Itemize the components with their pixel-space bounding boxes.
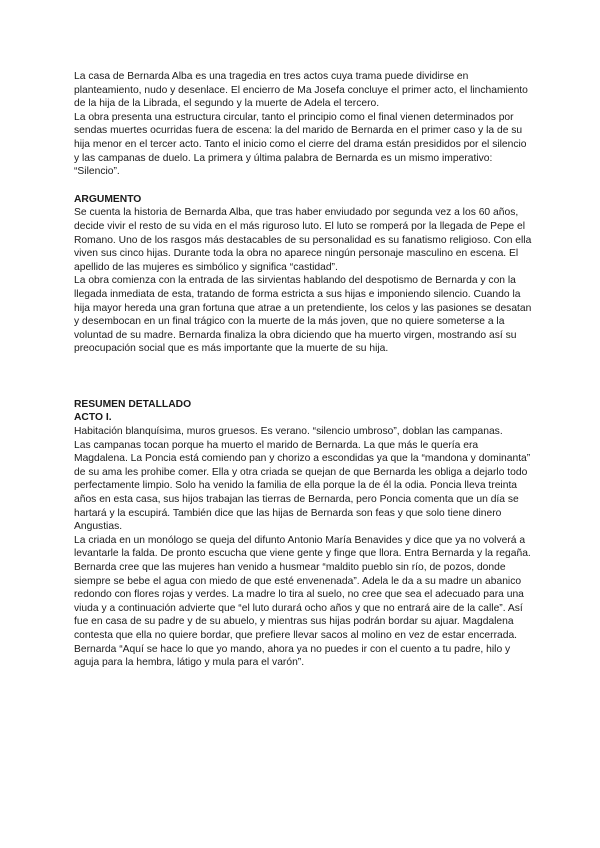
section-gap — [74, 179, 534, 193]
resumen-paragraph-3: La criada en un monólogo se queja del difunto Antonio María Benavides y dice que ya no volverá a levantarle la falda. De pronto escucha que viene gente y finge que llora. Entra Bernarda y la regaña. — [74, 534, 531, 560]
resumen-paragraph-2: Las campanas tocan porque ha muerto el marido de Bernarda. La que más le quería era Magdalena. La Poncia está comiendo pan y chorizo a escondidas ya que la “mandona y dominanta” de su ama les prohibe comer. Ella y otra criada se quejan de que Bernarda les obliga a dejarlo todo perfectamente limpio. Solo ha venido la familia de ella porque la de él la odia. Poncia lleva treinta años en esta casa, sus hijos trabajan las tierras de Bernarda, pero Poncia comenta que un día se hartará y la escupirá. También dice que las hijas de Bernarda son feas y que solo tiene dinero Angustias. — [74, 439, 531, 533]
intro-paragraph-2: La obra presenta una estructura circular, tanto el principio como el final vienen determinados por sendas muertes ocurridas fuera de escena: la del marido de Bernarda en el primer caso y la de su hija menor en el tercer acto. Tanto el inicio como el cierre del drama están presididos por el silencio y las campanas de duelo. La primera y última palabra de Bernarda es un mismo imperativo: “Silencio”. — [74, 111, 527, 178]
acto-heading: ACTO I. — [74, 412, 112, 424]
argumento-heading: ARGUMENTO — [74, 193, 142, 205]
resumen-paragraph-1: Habitación blanquísima, muros gruesos. Es verano. “silencio umbroso”, doblan las campanas. — [74, 426, 503, 438]
argumento-paragraph-2: La obra comienza con la entrada de las sirvientas hablando del despotismo de Bernarda y con la llegada inmediata de esta, tratando de forma estricta a sus hijas e imponiendo silencio. Cuando la hija mayor hereda una gran fortuna que atrae a un pretendiente, los celos y las pasiones se desatan y desembocan en un final trágico con la muerte de la más joven, que no quiere someterse a la voluntad de su madre. Bernarda finaliza la obra diciendo que ha muerto virgen, mostrando así su preocupación social que es más importante que la muerte de su hija. — [74, 275, 532, 355]
intro-paragraph-1: La casa de Bernarda Alba es una tragedia en tres actos cuya trama puede dividirse en planteamiento, nudo y desenlace. El encierro de Ma Josefa concluye el primer acto, el linchamiento de la hija de la Librada, el segundo y la muerte de Adela el tercero. — [74, 71, 528, 110]
argumento-paragraph-1: Se cuenta la historia de Bernarda Alba, que tras haber enviudado por segunda vez a los 60 años, decide vivir el resto de su vida en el más riguroso luto. El luto se romperá por la llegada de Pepe el Romano. Uno de los rasgos más destacables de su personalidad es su fanatismo religioso. Con ella viven sus cinco hijas. Durante toda la obra no aparece ningún personaje masculino en escena. El apellido de las mujeres es simbólico y significa “castidad”. — [74, 207, 532, 273]
resumen-paragraph-4: Bernarda cree que las mujeres han venido a husmear “maldito pueblo sin río, de pozos, donde siempre se bebe el agua con miedo de que esté envenenada”. Adela le da a su madre un abanico redondo con flores rojas y verdes. La madre lo tira al suelo, no cree que sea el adecuado para una viuda y a continuación advierte que “el luto durará ocho años y que no entrará aire de la calle”. Así fue en casa de su padre y de su abuelo, y mientras sus hijas podrán bordar su ajuar. Magdalena contesta que ella no quiere bordar, que prefiere llevar sacos al molino en vez de estar encerrada. Bernarda “Aquí se hace lo que yo mando, ahora ya no puedes ir con el cuento a tu padre, hilo y aguja para la hembra, látigo y mula para el varón”. — [74, 562, 524, 669]
section-gap — [74, 356, 534, 398]
resumen-heading: RESUMEN DETALLADO — [74, 398, 192, 410]
